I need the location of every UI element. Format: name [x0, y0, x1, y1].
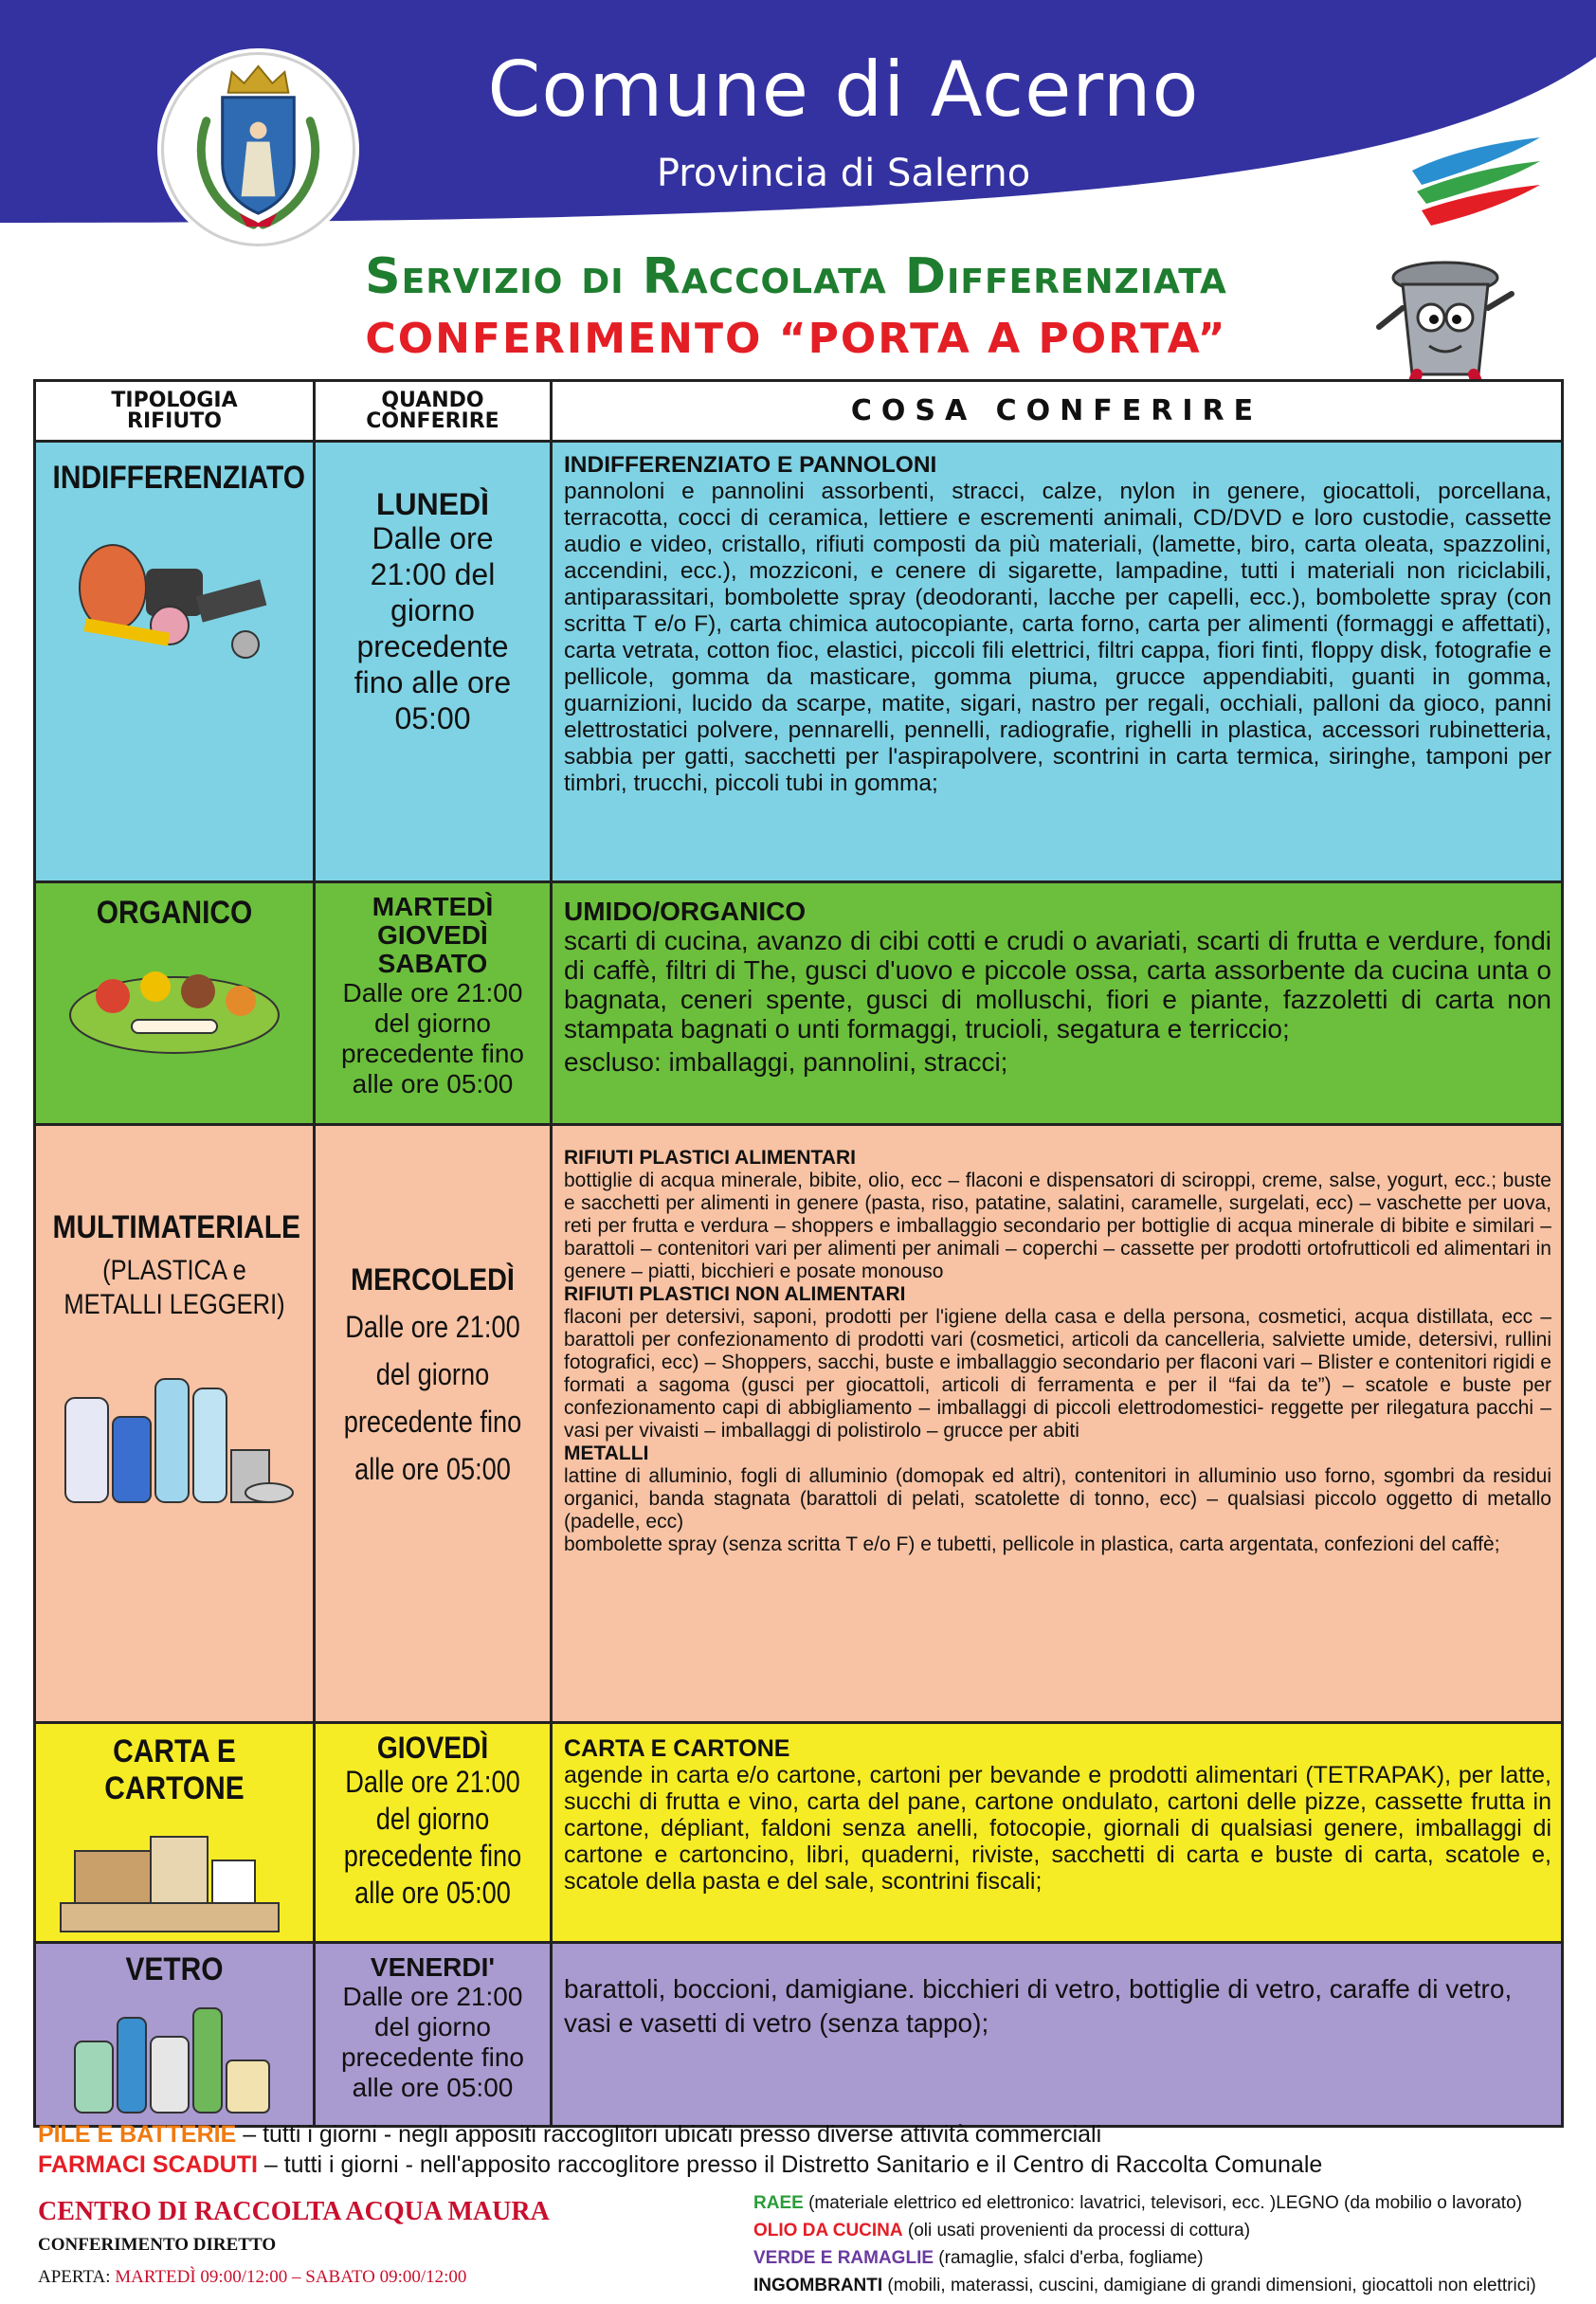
centro-raccolta — [38, 2197, 720, 2288]
list-item — [753, 2217, 1569, 2244]
pile-batterie-note — [38, 2121, 1554, 2149]
collection-time: Dalle ore 21:00 del giorno precedente fino alle ore 05:00 — [340, 978, 525, 1098]
collection-day: MARTEDÌ GIOVEDÌ SABATO — [372, 892, 494, 978]
list-item-label: VERDE E RAMAGLIE — [753, 2248, 934, 2268]
what-heading: RIFIUTI PLASTICI NON ALIMENTARI — [564, 1283, 906, 1305]
when-cell — [315, 882, 552, 1125]
tricolor-swoosh-logo — [1403, 133, 1545, 237]
type-cell — [35, 1943, 315, 2127]
table-header-row — [35, 381, 1563, 442]
collection-time: Dalle ore 21:00 del giorno precedente fino alle ore 05:00 — [340, 1982, 525, 2102]
what-body: scarti di cucina, avanzo di cibi cotti e crudi o avariati, scarti di frutta e verdure, fondi di caffè, filtri di The, gusci d'uovo e piccole ossa, carta assorbente da cucina unta o bagnata, ceneri spente, gusci di molluschi, fiori e piante, fazzoletti di carta non stampata bagnati o unti formaggi, trucioli, segatura e terriccio; — [564, 926, 1551, 1043]
pile-text: – tutti i giorni - negli appositi raccoglitori ubicati presso diverse attività commerciali — [236, 2121, 1102, 2148]
table-row-multimateriale — [35, 1125, 1563, 1723]
list-item-label: OLIO DA CUCINA — [753, 2221, 903, 2241]
header-quando-line2: CONFERIRE — [366, 408, 499, 433]
what-body: lattine di alluminio, fogli di alluminio (domopak ed altri), contenitori in alluminio uso forno, sgombri da residui organici, banda stagnata (barattoli di pelati, scatolette di tonno, ecc) – qualsiasi piccolo oggetto di metallo (padelle, ecc) — [564, 1465, 1551, 1533]
header-tipologia-line1: TIPOLOGIA — [111, 388, 238, 412]
pile-label: PILE E BATTERIE — [38, 2121, 237, 2148]
type-name: CARTA E CARTONE — [104, 1733, 245, 1806]
farmaci-label: FARMACI SCADUTI — [38, 2151, 258, 2178]
what-body: flaconi per detersivi, saponi, prodotti per l'igiene della casa e della persona, cosmetici, acqua distillata, ecc – barattoli per confezionamento di prodotti vari (cosmetici, articoli da cancelleria, salviette umide, detersivi, rullini fotografici, ecc) – Shoppers, sacchi, buste e imballaggio secondario per flaconi vari – Blister e contenitori rigidi e formati a sagoma (gusci per giocattoli, articoli di ferramenta e per il “fai da te”) – scatole e buste per confezionamento capi di abbigliamento – imballaggi di piccoli elettrodomestici- reggette per rilegatura pacchi – vasi per vivaisti – imballaggi di polistirolo – grucce per abiti — [564, 1306, 1551, 1442]
organic-waste-illustration-icon — [56, 939, 293, 1062]
what-cell — [552, 1943, 1563, 2127]
collection-time: Dalle ore 21:00 del giorno precedente fino alle ore 05:00 — [343, 1765, 522, 1910]
when-cell — [315, 442, 552, 882]
type-subtitle: (PLASTICA e METALLI LEGGERI) — [63, 1255, 285, 1320]
what-cell — [552, 882, 1563, 1125]
collection-time: Dalle ore 21:00 del giorno precedente fino alle ore 05:00 — [343, 1310, 522, 1486]
page-title: Comune di Acerno — [487, 45, 1200, 134]
centro-open-label: APERTA: — [38, 2267, 111, 2287]
list-item-label: INGOMBRANTI — [753, 2276, 883, 2295]
mixed-waste-illustration-icon — [56, 512, 293, 673]
collection-schedule-table — [33, 379, 1564, 2128]
type-name: ORGANICO — [96, 895, 253, 931]
header-tipologia — [35, 381, 315, 442]
collection-time: Dalle ore 21:00 del giorno precedente fino alle ore 05:00 — [354, 521, 512, 735]
plastic-metal-illustration-icon — [51, 1360, 298, 1521]
list-item-text: (ramaglie, sfalci d'erba, fogliame) — [934, 2248, 1204, 2268]
centro-title: CENTRO DI RACCOLTA ACQUA MAURA — [38, 2197, 550, 2226]
farmaci-text: – tutti i giorni - nell'apposito raccoglitore presso il Distretto Sanitario e il Centro di Raccolta Comunale — [257, 2151, 1323, 2178]
what-body: pannoloni e pannolini assorbenti, stracci, calze, nylon in genere, giocattoli, porcellana, terracotta, cocci di ceramica, lettiere e escrementi animali, CD/DVD e loro custodie, cassette audio e video, cristallo, rifiuti composti da più materiali, (lamette, biro, carta oleata, spazzolini, accendini, ecc.), mozziconi, e cenere di sigarette, lampadine, tutti i materiali non riciclabili, antiparassitari, bombolette spray (deodoranti, lacche per capelli, ecc.), bombolette spray (con scritta T e/o F), carta chimica autocopiante, carta forno, carta per alimenti (formaggi e affettati), carta vetrata, cotton fioc, elastici, piccoli fili elettrici, filtri cappa, fiori finti, floppy disk, fotografie e pellicole, gomma da masticare, gomma piuma, grucce appendiabiti, guanti in gomma, guarnizioni, lucido da scarpe, matite, sigari, nastro per regali, occhiali, palloni da gioco, panni elettrostatici polvere, pennarelli, pennelli, radiografie, righelli in plastica, accessori rubinetteria, sabbia per gatti, sacchetti per l'aspirapolvere, scontrini in carta termica, siringhe, tamponi per timbri, trucchi, piccoli tubi in gomma; — [564, 479, 1551, 796]
type-name: INDIFFERENZIATO — [52, 460, 306, 496]
type-name: VETRO — [125, 1951, 224, 1987]
centro-opening — [38, 2267, 720, 2288]
what-cell — [552, 442, 1563, 882]
type-cell — [35, 1125, 315, 1723]
collection-day: VENERDI' — [370, 1952, 496, 1982]
list-item-label: RAEE — [753, 2193, 804, 2213]
when-cell — [315, 1723, 552, 1943]
centro-hours: MARTEDÌ 09:00/12:00 – SABATO 09:00/12:00 — [115, 2267, 467, 2287]
what-cell — [552, 1723, 1563, 1943]
farmaci-note — [38, 2151, 1554, 2179]
what-body: barattoli, boccioni, damigiane. bicchieri di vetro, bottiglie di vetro, caraffe di vetro, vasi e vasetti di vetro (senza tappo); — [564, 1974, 1513, 2038]
what-extra: bombolette spray (senza scritta T e/o F) e tubetti, pellicole in plastica, carta argentata, confezioni del caffè; — [564, 1533, 1500, 1555]
when-cell — [315, 1125, 552, 1723]
header-tipologia-line2: RIFIUTO — [127, 408, 222, 433]
header-cosa-conferire: COSA CONFERIRE — [552, 381, 1563, 442]
centro-subtitle: CONFERIMENTO DIRETTO — [38, 2235, 277, 2255]
list-item — [753, 2244, 1569, 2272]
collection-day: GIOVEDÌ — [376, 1731, 489, 1765]
table-row-vetro — [35, 1943, 1563, 2127]
table-row-carta — [35, 1723, 1563, 1943]
table-row-organico — [35, 882, 1563, 1125]
what-heading: INDIFFERENZIATO E PANNOLONI — [564, 452, 937, 478]
list-item-text: (materiale elettrico ed elettronico: lavatrici, televisori, ecc. )LEGNO (da mobilio o lavorato) — [803, 2193, 1522, 2213]
what-cell — [552, 1125, 1563, 1723]
service-subtitle: CONFERIMENTO “PORTA A PORTA” — [365, 315, 1227, 363]
coat-of-arms — [161, 52, 355, 246]
what-heading: RIFIUTI PLASTICI ALIMENTARI — [564, 1147, 856, 1169]
paper-cardboard-illustration-icon — [56, 1813, 293, 1941]
type-name: MULTIMATERIALE — [52, 1209, 301, 1245]
type-cell — [35, 1723, 315, 1943]
what-heading: CARTA E CARTONE — [564, 1735, 790, 1762]
what-body: bottiglie di acqua minerale, bibite, olio, ecc – flaconi e dispensatori di sciroppi, creme, salse, yogurt, ecc.; buste e sacchetti per alimenti in genere (pasta, riso, patatine, salatini, caramelle, surgelati, ecc) – vaschette per uova, reti per frutta e verdura – shoppers e imballaggio secondario per bottiglie di acqua minerale di bibite e similari – barattoli – contenitori vari per alimenti per animali – coperchi – cassette per prodotti ortofrutticoli ed alimentari in genere – piatti, bicchieri e posate monouso — [564, 1170, 1551, 1282]
header-quando-line1: QUANDO — [381, 388, 484, 412]
list-item — [753, 2189, 1569, 2217]
what-heading: UMIDO/ORGANICO — [564, 897, 807, 926]
when-cell — [315, 1943, 552, 2127]
what-heading: METALLI — [564, 1442, 649, 1464]
glass-bottles-illustration-icon — [61, 1994, 288, 2117]
table-row-indifferenziato — [35, 442, 1563, 882]
type-cell — [35, 882, 315, 1125]
what-note: escluso: imballaggi, pannolini, stracci; — [564, 1047, 1008, 1077]
collection-day: MERCOLEDÌ — [351, 1262, 515, 1297]
list-item — [753, 2272, 1569, 2299]
header-quando — [315, 381, 552, 442]
service-title: Servizio di Raccolata Differenziata — [365, 248, 1227, 305]
type-cell — [35, 442, 315, 882]
list-item-text: (oli usati provenienti da processi di cottura) — [902, 2221, 1251, 2241]
page-subtitle: Provincia di Salerno — [656, 152, 1031, 195]
centro-accepted-list — [753, 2189, 1569, 2299]
what-body: agende in carta e/o cartone, cartoni per bevande e prodotti alimentari (TETRAPAK), per latte, succhi di frutta e vino, carta del pane, cartone ondulato, cartoni delle pizze, cassette frutta in cartone, dépliant, faldoni senza anelli, fotocopie, giornali di qualsiasi genere, imballaggi di cartone e cartoncino, libri, quaderni, riviste, sacchetti di carta e buste di carta, scatole e, scatole della pasta e del sale, scontrini fiscali; — [564, 1762, 1551, 1895]
collection-day: LUNEDÌ — [375, 487, 490, 521]
list-item-text: (mobili, materassi, cuscini, damigiane di grandi dimensioni, giocattoli non elettrici) — [882, 2276, 1536, 2295]
